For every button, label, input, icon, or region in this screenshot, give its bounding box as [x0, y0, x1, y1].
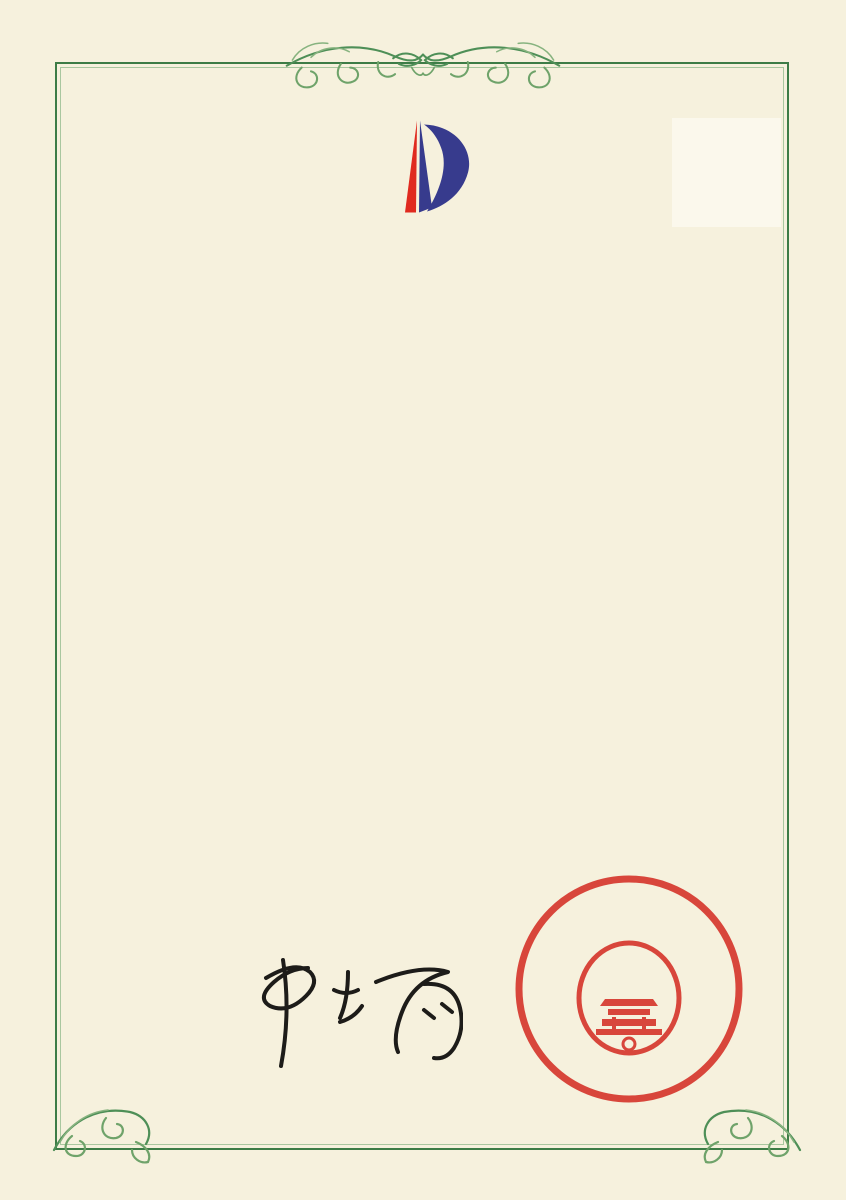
- logo-blue-wedge: [419, 121, 432, 213]
- corner-flourish-left: [50, 1090, 160, 1168]
- cnipa-logo: [348, 108, 498, 233]
- field-patent-number: [96, 464, 758, 516]
- field-application-date: [96, 516, 758, 568]
- field-inventors: [96, 412, 758, 464]
- field-address: [96, 620, 758, 672]
- seal-ring: [519, 879, 739, 1099]
- official-seal: [512, 872, 746, 1106]
- qr-code-icon: [672, 118, 781, 227]
- barcode-icon: [100, 928, 332, 950]
- logo-p-bowl: [424, 125, 469, 212]
- certificate-fields: [96, 360, 758, 724]
- dragon-scroll-ornament: [283, 26, 563, 98]
- commissioner-signature-icon: [228, 948, 463, 1073]
- field-utility-model-name: [96, 360, 758, 412]
- national-emblem-icon: [579, 943, 679, 1053]
- field-patentee: [96, 568, 758, 620]
- field-grant-announcement: [96, 672, 758, 724]
- logo-red-wedge: [405, 121, 417, 213]
